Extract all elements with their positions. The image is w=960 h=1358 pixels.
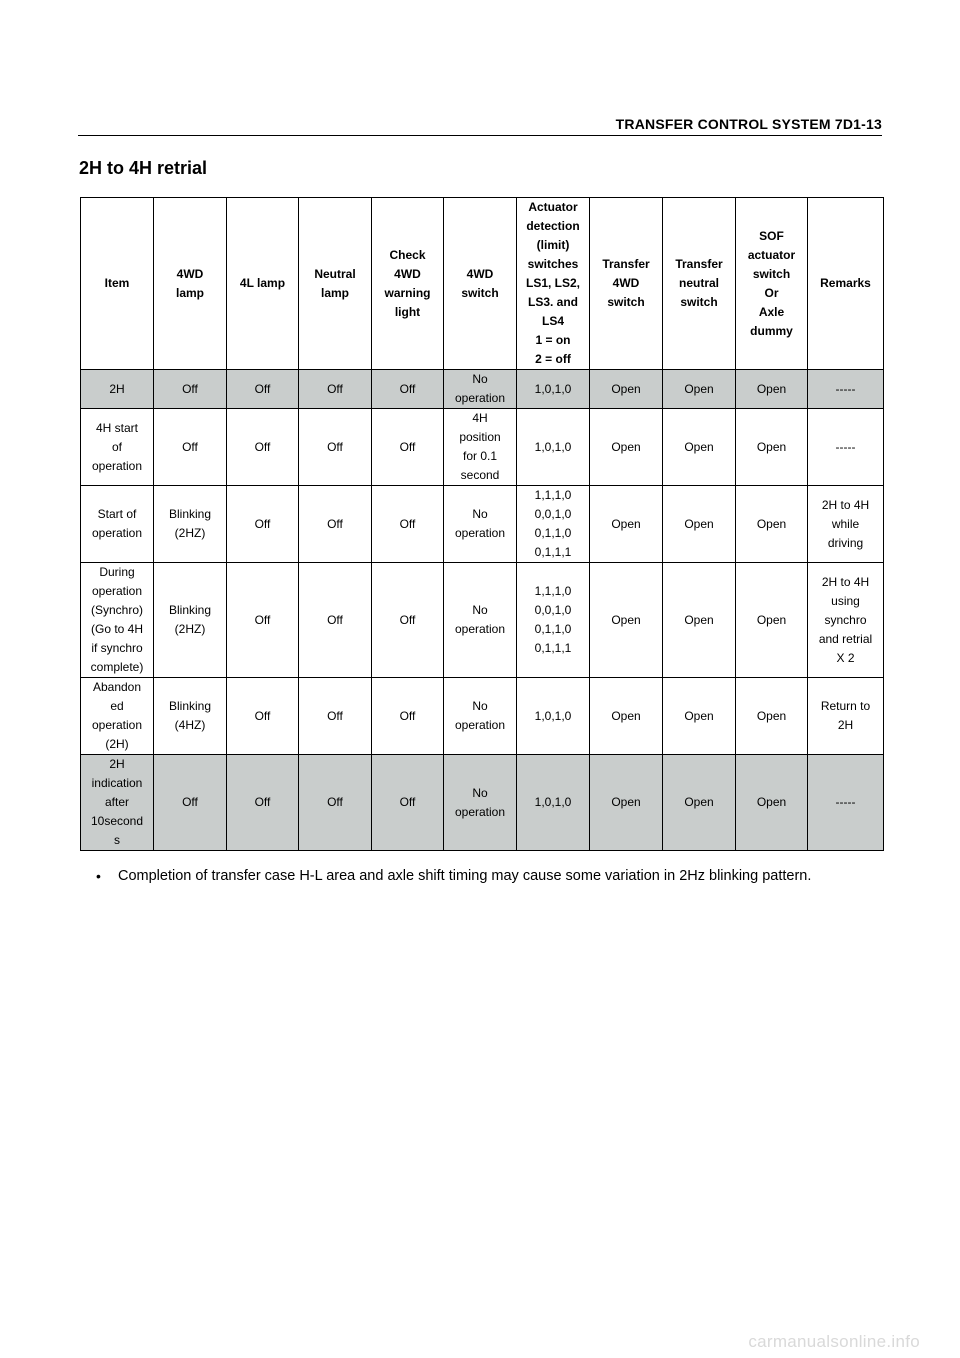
column-header: 4WD switch (444, 198, 517, 370)
table-cell: During operation (Synchro) (Go to 4H if synchro complete) (81, 563, 154, 678)
table-row (81, 563, 884, 678)
column-header: Check 4WD warning light (372, 198, 444, 370)
table-cell: 2H to 4H using synchro and retrial X 2 (808, 563, 884, 678)
table-cell: No operation (444, 563, 517, 678)
table-cell: Open (736, 563, 808, 678)
table-header-row (81, 198, 884, 370)
table-cell: Open (590, 755, 663, 851)
table-cell: Open (590, 370, 663, 409)
watermark: carmanualsonline.info (748, 1332, 920, 1351)
table-cell: Off (372, 755, 444, 851)
column-header: SOF actuator switch Or Axle dummy (736, 198, 808, 370)
table-cell: Open (590, 563, 663, 678)
page-header-title: TRANSFER CONTROL SYSTEM 7D1-13 (615, 116, 882, 132)
column-header: Item (81, 198, 154, 370)
table-cell: Open (736, 678, 808, 755)
table-cell: Open (663, 409, 736, 486)
table-cell: Open (736, 409, 808, 486)
table-cell: Off (154, 409, 227, 486)
table-cell: ----- (808, 370, 884, 409)
table-cell: Off (372, 409, 444, 486)
table-cell: Abandon ed operation (2H) (81, 678, 154, 755)
table-cell: 1,0,1,0 (517, 755, 590, 851)
table-cell: 1,0,1,0 (517, 678, 590, 755)
table-cell: Off (299, 755, 372, 851)
column-header: Transfer neutral switch (663, 198, 736, 370)
table-cell: Off (372, 678, 444, 755)
table-cell: Open (590, 678, 663, 755)
table-cell: Open (663, 678, 736, 755)
table-cell: Open (736, 486, 808, 563)
table-cell: No operation (444, 486, 517, 563)
header-divider (78, 135, 882, 136)
table-cell: Off (299, 486, 372, 563)
table-cell: Open (663, 755, 736, 851)
table-cell: Off (227, 563, 299, 678)
table-cell: Off (227, 678, 299, 755)
column-header: Actuator detection (limit) switches LS1, LS2, LS3. and LS4 1 = on 2 = off (517, 198, 590, 370)
table-cell: Start of operation (81, 486, 154, 563)
table-cell: 2H indication after 10second s (81, 755, 154, 851)
table-cell: Off (372, 370, 444, 409)
table-cell: ----- (808, 755, 884, 851)
table-cell: Off (154, 755, 227, 851)
table-cell: Off (227, 486, 299, 563)
table-cell: ----- (808, 409, 884, 486)
table-row (81, 755, 884, 851)
table-cell: Off (227, 755, 299, 851)
table-cell: 4H start of operation (81, 409, 154, 486)
table-cell: 2H (81, 370, 154, 409)
table-cell: Off (299, 563, 372, 678)
table-cell: 1,0,1,0 (517, 370, 590, 409)
table-cell: Open (590, 409, 663, 486)
table-cell: Off (299, 409, 372, 486)
footnote (96, 868, 811, 884)
table-cell: Off (372, 563, 444, 678)
table-cell: No operation (444, 678, 517, 755)
table-row (81, 678, 884, 755)
table-cell: Open (663, 563, 736, 678)
table-cell: Return to 2H (808, 678, 884, 755)
table-cell: 1,1,1,0 0,0,1,0 0,1,1,0 0,1,1,1 (517, 563, 590, 678)
table-cell: Off (154, 370, 227, 409)
column-header: Transfer 4WD switch (590, 198, 663, 370)
column-header: 4WD lamp (154, 198, 227, 370)
table-cell: Off (299, 370, 372, 409)
table-cell: Open (590, 486, 663, 563)
bullet-icon: • (96, 868, 101, 884)
table-cell: Blinking (4HZ) (154, 678, 227, 755)
table-row (81, 486, 884, 563)
column-header: 4L lamp (227, 198, 299, 370)
table-cell: 1,0,1,0 (517, 409, 590, 486)
table-cell: Open (736, 370, 808, 409)
table-cell: No operation (444, 370, 517, 409)
table-cell: 1,1,1,0 0,0,1,0 0,1,1,0 0,1,1,1 (517, 486, 590, 563)
table-cell: 2H to 4H while driving (808, 486, 884, 563)
table-cell: Open (736, 755, 808, 851)
table-cell: Blinking (2HZ) (154, 563, 227, 678)
spec-table (80, 197, 884, 851)
table-cell: Open (663, 486, 736, 563)
column-header: Remarks (808, 198, 884, 370)
table-row (81, 409, 884, 486)
table-row (81, 370, 884, 409)
footnote-text: Completion of transfer case H-L area and axle shift timing may cause some variation in 2Hz blinking pattern. (118, 868, 812, 884)
table-cell: Open (663, 370, 736, 409)
table-cell: Off (299, 678, 372, 755)
table-cell: 4H position for 0.1 second (444, 409, 517, 486)
table-cell: Off (372, 486, 444, 563)
section-title: 2H to 4H retrial (79, 158, 208, 178)
table-cell: Off (227, 370, 299, 409)
table-cell: Off (227, 409, 299, 486)
table-cell: No operation (444, 755, 517, 851)
table-body (81, 370, 884, 851)
table-cell: Blinking (2HZ) (154, 486, 227, 563)
column-header: Neutral lamp (299, 198, 372, 370)
